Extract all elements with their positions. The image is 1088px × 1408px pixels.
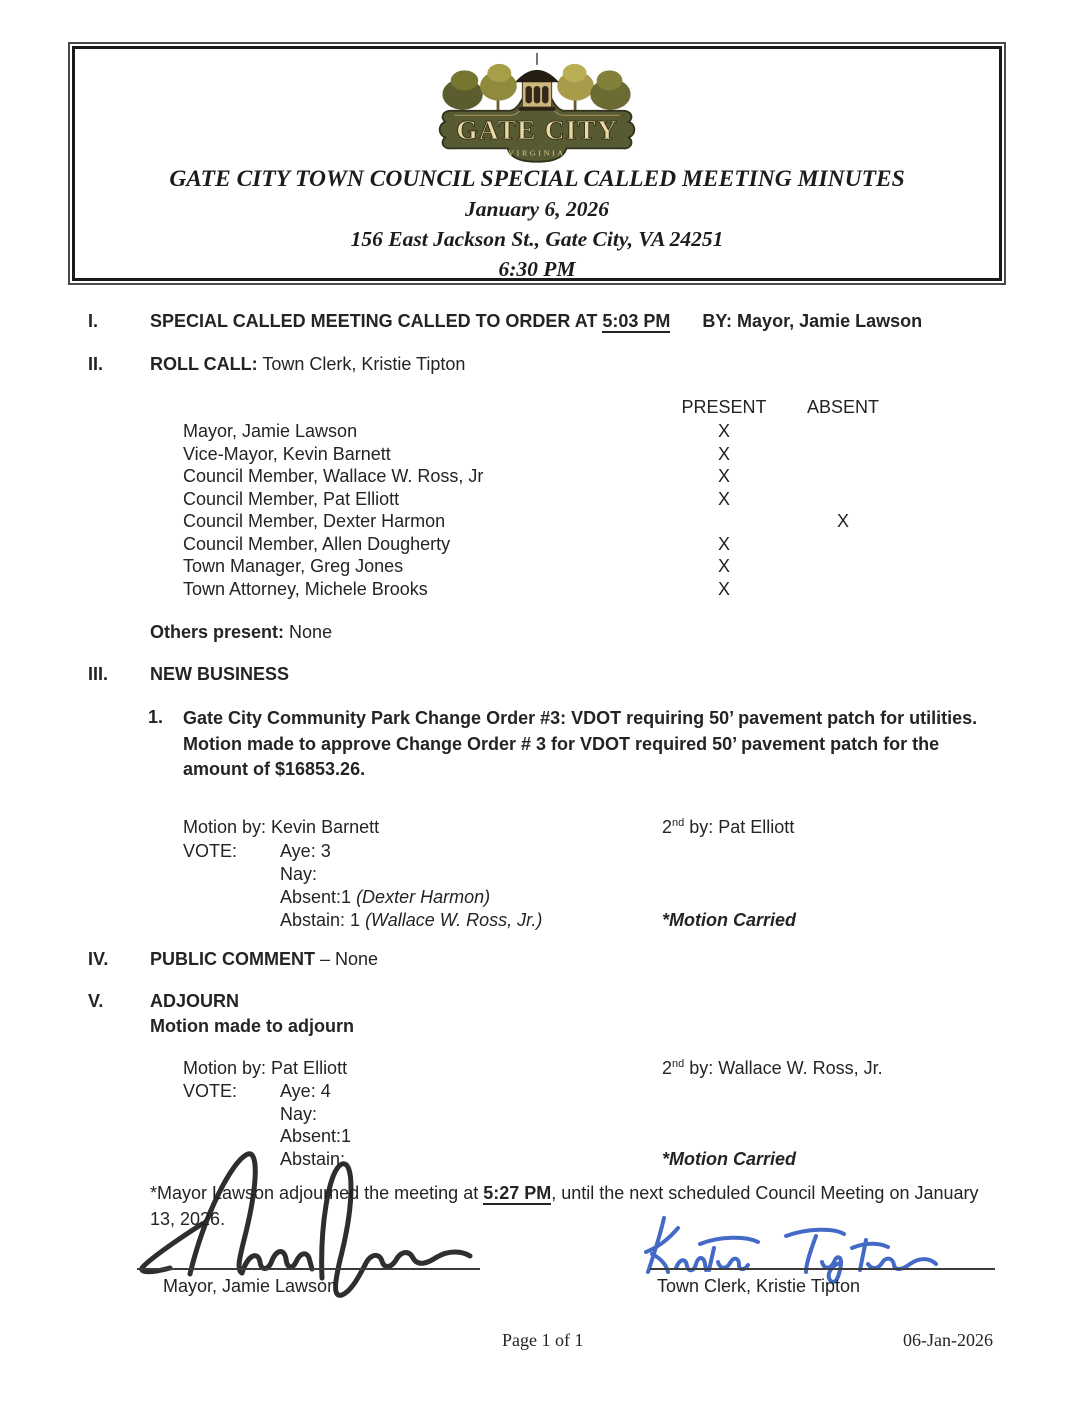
- adjourn-time: 5:27 PM: [483, 1183, 552, 1203]
- second-ordinal: nd: [672, 817, 685, 829]
- call-to-order-time: 5:03 PM: [602, 311, 671, 331]
- second-by: by: Pat Elliott: [684, 817, 795, 837]
- others-present-line: [150, 621, 332, 644]
- item-text-2: Motion made to approve Change Order # 3 for VDOT required 50’ pavement patch for the amount of $16853.26.: [183, 733, 940, 780]
- called-to-order-heading: SPECIAL CALLED MEETING CALLED TO ORDER AT: [150, 311, 603, 331]
- public-comment-line: [150, 948, 378, 971]
- present-mark: X: [717, 534, 730, 554]
- column-header-absent: ABSENT: [806, 397, 880, 417]
- table-row: [0, 466, 1088, 489]
- motion-carried-label: *Motion Carried: [662, 1149, 797, 1169]
- logo-state-label: VIRGINIA: [508, 148, 566, 158]
- new-business-heading: NEW BUSINESS: [150, 664, 290, 684]
- vote-abstain: [280, 909, 542, 932]
- vote-abstain: Abstain:: [280, 1149, 346, 1169]
- others-present-label: Others present:: [150, 622, 285, 642]
- section-roll-call: [150, 353, 465, 376]
- vote-label: VOTE:: [183, 1081, 238, 1101]
- table-row: [0, 534, 1088, 557]
- present-mark: X: [717, 466, 730, 486]
- vote-absent: Absent:1: [280, 1126, 352, 1146]
- gate-city-logo-icon: [425, 52, 649, 164]
- document-title: GATE CITY TOWN COUNCIL SPECIAL CALLED MEETING MINUTES: [169, 166, 905, 192]
- table-row: [0, 489, 1088, 512]
- second-by: by: Wallace W. Ross, Jr.: [684, 1058, 883, 1078]
- adjourn-subheading: Motion made to adjourn: [150, 1016, 354, 1036]
- mayor-signature-label: Mayor, Jamie Lawson: [163, 1276, 338, 1296]
- attendee-name: Town Manager, Greg Jones: [183, 556, 404, 576]
- section-numeral-2: II.: [88, 354, 104, 374]
- vote-aye: Aye: 3: [280, 841, 331, 861]
- others-present-value: None: [284, 622, 333, 642]
- second-ordinal: nd: [672, 1058, 685, 1070]
- second-num: 2: [662, 817, 673, 837]
- motion-carried-label: *Motion Carried: [662, 910, 797, 930]
- attendee-name: Town Attorney, Michele Brooks: [183, 579, 428, 599]
- vote-label: VOTE:: [183, 841, 238, 861]
- vote-absent: [280, 886, 490, 909]
- present-mark: X: [717, 444, 730, 464]
- column-header-present: PRESENT: [681, 397, 767, 417]
- section-numeral-3: III.: [88, 664, 109, 684]
- seconded-by-line: [662, 1057, 883, 1080]
- page-number: Page 1 of 1: [502, 1330, 584, 1350]
- table-row: [0, 579, 1088, 602]
- present-mark: X: [717, 556, 730, 576]
- seconded-by-line: [662, 816, 794, 839]
- section-numeral-4: IV.: [88, 949, 109, 969]
- attendee-name: Mayor, Jamie Lawson: [183, 421, 358, 441]
- roll-call-heading: ROLL CALL:: [150, 354, 258, 374]
- attendee-name: Council Member, Pat Elliott: [183, 489, 400, 509]
- header-inner-border: [72, 46, 1002, 281]
- clerk-signature-line: [650, 1268, 995, 1270]
- section-called-to-order: [150, 310, 922, 333]
- table-row: [0, 556, 1088, 579]
- document-time: 6:30 PM: [498, 257, 576, 281]
- header-box: [68, 42, 1006, 285]
- section-numeral-5: V.: [88, 991, 104, 1011]
- closing-text-before: *Mayor Lawson adjourned the meeting at: [150, 1183, 484, 1203]
- vote-absent-count: Absent:1: [280, 887, 352, 907]
- second-num: 2: [662, 1058, 673, 1078]
- attendee-name: Council Member, Dexter Harmon: [183, 511, 446, 531]
- vote-absent-note: (Dexter Harmon): [351, 887, 491, 907]
- document-date: January 6, 2026: [465, 197, 609, 221]
- absent-mark: X: [836, 511, 849, 531]
- new-business-item: [183, 706, 998, 783]
- present-mark: X: [717, 489, 730, 509]
- roll-call-clerk: Town Clerk, Kristie Tipton: [257, 354, 466, 374]
- table-row: [0, 421, 1088, 444]
- vote-aye: Aye: 4: [280, 1081, 331, 1101]
- vote-abstain-count: Abstain: 1: [280, 910, 361, 930]
- document-address: 156 East Jackson St., Gate City, VA 24251: [350, 227, 724, 251]
- attendee-name: Vice-Mayor, Kevin Barnett: [183, 444, 391, 464]
- mayor-signature-line: [137, 1268, 480, 1270]
- table-row: [0, 511, 1088, 534]
- public-comment-heading: PUBLIC COMMENT: [150, 949, 315, 969]
- closing-text-after: , until the next scheduled Council Meeting on January 13, 2026.: [150, 1183, 979, 1229]
- public-comment-value: – None: [315, 949, 379, 969]
- motion-by-line: Motion by: Pat Elliott: [183, 1058, 348, 1078]
- item-text-1: Gate City Community Park Change Order #3: VDOT requiring 50’ pavement patch for utilities.: [183, 708, 978, 728]
- logo-wordmark: GATE CITY: [456, 114, 618, 146]
- motion-by-line: Motion by: Kevin Barnett: [183, 817, 380, 837]
- vote-abstain-note: (Wallace W. Ross, Jr.): [360, 910, 543, 930]
- clerk-signature-label: Town Clerk, Kristie Tipton: [657, 1276, 861, 1296]
- footer-date: 06-Jan-2026: [903, 1330, 993, 1350]
- attendee-name: Council Member, Allen Dougherty: [183, 534, 451, 554]
- adjourn-heading: ADJOURN: [150, 991, 240, 1011]
- vote-nay: Nay:: [280, 864, 318, 884]
- present-mark: X: [717, 579, 730, 599]
- section-numeral-1: I.: [88, 311, 99, 331]
- called-to-order-by: BY: Mayor, Jamie Lawson: [702, 311, 923, 331]
- attendee-name: Council Member, Wallace W. Ross, Jr: [183, 466, 484, 486]
- vote-nay: Nay:: [280, 1104, 318, 1124]
- present-mark: X: [717, 421, 730, 441]
- item-number: 1.: [148, 707, 164, 727]
- table-row: [0, 444, 1088, 467]
